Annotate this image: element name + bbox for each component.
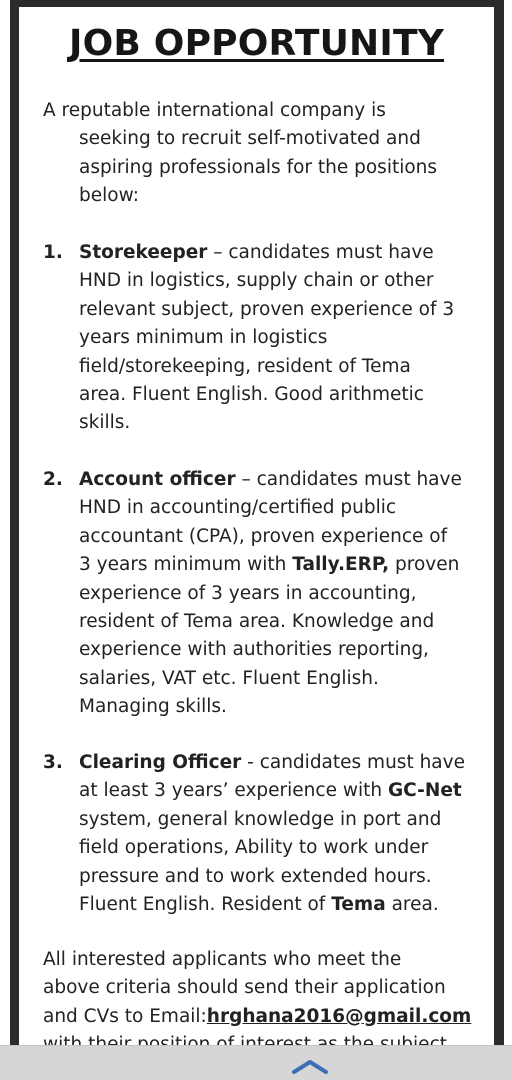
job-line: [79, 466, 499, 494]
closing-line: All interested applicants who meet the: [43, 949, 402, 970]
job-line: [79, 551, 499, 579]
job-line: skills.: [79, 412, 131, 434]
job-line: [79, 749, 499, 777]
job-line: system, general knowledge in port and: [79, 808, 442, 830]
location-name: Tema: [331, 894, 386, 916]
job-line: HND in accounting/certified public: [79, 497, 397, 519]
chevron-up-icon[interactable]: [290, 1058, 330, 1074]
bottom-toolbar: [0, 1045, 512, 1080]
job-title: Storekeeper: [79, 242, 208, 263]
job-line-text: 3 years minimum with: [79, 554, 293, 576]
closing-line: [43, 1003, 493, 1031]
software-name: Tally.ERP,: [292, 554, 390, 576]
job-description: [79, 239, 499, 438]
job-line: experience of 3 years in accounting,: [79, 582, 417, 604]
job-line-text: area.: [385, 894, 439, 916]
intro-line: seeking to recruit self-motivated and: [79, 128, 421, 150]
job-line: years minimum in logistics: [79, 327, 328, 349]
job-line: [79, 891, 499, 919]
job-line: resident of Tema area. Knowledge and: [79, 611, 435, 633]
job-description: [79, 749, 499, 919]
job-line: [79, 239, 499, 267]
job-line: salaries, VAT etc. Fluent English.: [79, 667, 379, 689]
job-line-text: Fluent English. Resident of: [79, 894, 332, 916]
closing-line-text: and CVs to Email:: [43, 1005, 207, 1027]
closing-paragraph: [43, 946, 493, 1060]
job-line: field/storekeeping, resident of Tema: [79, 355, 411, 377]
advert-frame: [10, 0, 504, 1080]
job-line: Managing skills.: [79, 696, 227, 718]
system-name: GC-Net: [387, 780, 462, 802]
job-line: area. Fluent English. Good arithmetic: [79, 384, 424, 406]
title-text: JOB OPPORTUNITY: [69, 23, 444, 64]
job-line-text: proven: [389, 554, 460, 576]
job-line: relevant subject, proven experience of 3: [79, 298, 455, 320]
job-line: HND in logistics, supply chain or other: [79, 270, 434, 292]
job-title: Clearing Officer: [79, 752, 242, 773]
job-description: [79, 466, 499, 722]
email-link[interactable]: hrghana2016@gmail.com: [206, 1005, 472, 1027]
page-title: [19, 22, 494, 66]
job-number: 1.: [43, 242, 63, 263]
job-title: Account officer: [79, 469, 236, 490]
job-number: 3.: [43, 752, 63, 773]
job-line-text: – candidates must have: [207, 242, 434, 263]
job-line-text: at least 3 years’ experience with: [79, 780, 388, 802]
job-line-text: – candidates must have: [235, 469, 462, 490]
job-line-text: - candidates must have: [241, 752, 465, 773]
job-number: 2.: [43, 469, 63, 490]
intro-paragraph: [43, 97, 483, 211]
closing-line: above criteria should send their application: [43, 977, 446, 999]
job-line: pressure and to work extended hours.: [79, 865, 432, 887]
intro-line: A reputable international company is: [43, 100, 386, 121]
intro-line: below:: [79, 185, 139, 207]
job-line: field operations, Ability to work under: [79, 837, 429, 859]
intro-line: aspiring professionals for the positions: [79, 156, 438, 178]
job-line: [79, 777, 499, 805]
job-line: accountant (CPA), proven experience of: [79, 525, 448, 547]
job-line: experience with authorities reporting,: [79, 639, 429, 661]
